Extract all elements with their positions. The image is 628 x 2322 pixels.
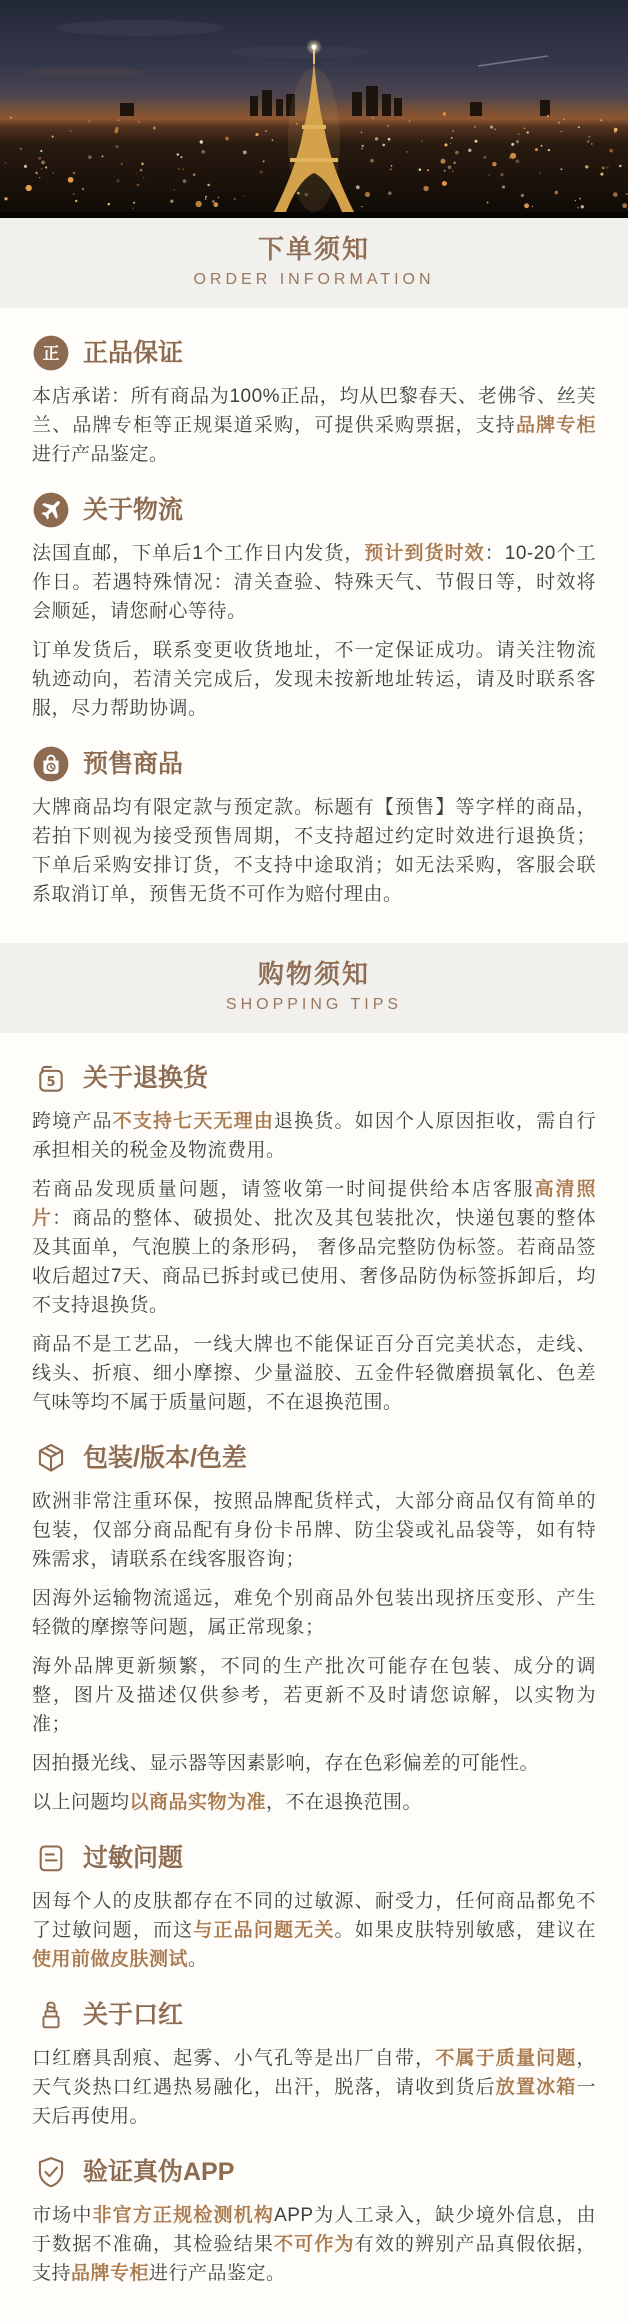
body-text: 退换货。如因个人原因拒收，需自行承担相关的税金及物流费用。 <box>32 1111 596 1161</box>
section-header <box>32 1839 596 1877</box>
section-paragraph <box>32 1330 596 1417</box>
section-paragraph <box>32 1175 596 1320</box>
section-paragraph <box>32 793 596 909</box>
section-title: 验证真伪APP <box>83 2158 235 2186</box>
highlighted-text: 品牌专柜 <box>515 415 596 436</box>
body-text: 欧洲非常注重环保，按照品牌配货样式，大部分商品仅有简单的包装，仅部分商品配有身份卡吊牌、防尘袋或礼品袋等，如有特殊需求，请联系在线客服咨询； <box>32 1491 596 1570</box>
section-paragraph <box>32 2201 596 2288</box>
order-information-header <box>0 218 628 308</box>
section-title: 关于物流 <box>83 496 184 524</box>
body-text: ：商品的整体、破损处、批次及其包装批次，快递包裹的整体及其面单，气泡膜上的条形码， 奢侈品完整防伪标签。若商品签收后超过7天、商品已拆封或已使用、奢侈品防伪标签拆卸后，均不支持退换货。 <box>32 1208 596 1316</box>
section-paragraph <box>32 1652 596 1739</box>
section-title: 过敏问题 <box>83 1844 184 1872</box>
section-title: 包装/版本/色差 <box>83 1444 247 1472</box>
body-text: 因海外运输物流遥远，难免个别商品外包装出现挤压变形、产生轻微的摩擦等问题，属正常现象； <box>32 1588 596 1638</box>
shopping-header-subtitle: SHOPPING TIPS <box>225 996 403 1013</box>
highlighted-text: 高清照片 <box>32 1179 596 1229</box>
shopping-tips-header <box>0 943 628 1033</box>
highlighted-text: 不属于质量问题 <box>435 2048 577 2069</box>
body-text: 若商品发现质量问题，请签收第一时间提供给本店客服 <box>32 1179 535 1200</box>
section-header <box>32 2153 596 2191</box>
section-paragraph <box>32 1584 596 1642</box>
section-title: 正品保证 <box>83 339 184 367</box>
highlighted-text: 放置冰箱 <box>495 2077 577 2098</box>
allergy-note-icon <box>32 1839 70 1877</box>
section-paragraph <box>32 1788 596 1817</box>
info-section <box>32 491 596 723</box>
section-header <box>32 1996 596 2034</box>
authentic-seal-icon <box>32 334 70 372</box>
body-text: APP为人工录入，缺少境外信息，由于数据不准确，其检验结果 <box>32 2205 596 2255</box>
body-text: 本店承诺：所有商品为100%正品，均从巴黎春天、老佛爷、丝芙兰、品牌专柜等正规渠道采购，可提供采购票据，支持 <box>32 386 596 436</box>
info-section <box>32 1059 596 1417</box>
shopping-sections <box>0 1033 628 2322</box>
highlighted-text: 预计到货时效 <box>364 543 485 564</box>
return-package-icon <box>32 1059 70 1097</box>
order-sections <box>0 308 628 943</box>
shield-check-icon <box>32 2153 70 2191</box>
highlighted-text: 品牌专柜 <box>71 2263 150 2284</box>
body-text: 有效的辨别产品真假依据，支持 <box>32 2234 596 2284</box>
shopping-header-title: 购物须知 <box>257 959 370 989</box>
highlighted-text: 非官方正规检测机构 <box>92 2205 275 2226</box>
package-box-icon <box>32 1439 70 1477</box>
body-text: 以上问题均 <box>32 1792 130 1813</box>
body-text: 进行产品鉴定。 <box>32 444 169 465</box>
highlighted-text: 与正品问题无关 <box>193 1920 335 1941</box>
body-text: 跨境产品 <box>32 1111 113 1132</box>
info-section <box>32 2153 596 2288</box>
svg-text:5: 5 <box>46 1074 56 1090</box>
section-paragraph <box>32 1487 596 1574</box>
info-section <box>32 1439 596 1817</box>
section-title: 预售商品 <box>83 750 184 778</box>
hero-image-paris-night <box>0 0 628 218</box>
section-paragraph <box>32 382 596 469</box>
section-paragraph <box>32 636 596 723</box>
body-text: 因每个人的皮肤都存在不同的过敏源、耐受力，任何商品都免不了过敏问题，而这 <box>32 1891 596 1941</box>
body-text: 因拍摄光线、显示器等因素影响，存在色彩偏差的可能性。 <box>32 1753 540 1774</box>
body-text: 商品不是工艺品，一线大牌也不能保证百分百完美状态，走线、线头、折痕、细小摩擦、少量溢胶、五金件轻微磨损氧化、色差气味等均不属于质量问题，不在退换范围。 <box>32 1334 596 1413</box>
body-text: 口红磨具刮痕、起雾、小气孔等是出厂自带， <box>32 2048 436 2069</box>
section-paragraph <box>32 539 596 626</box>
body-text: ，不在退换范围。 <box>266 1792 423 1813</box>
section-header <box>32 1059 596 1097</box>
section-header <box>32 745 596 783</box>
highlighted-text: 不可作为 <box>273 2234 355 2255</box>
body-text: ，天气炎热口红遇热易融化，出汗，脱落，请收到货后 <box>32 2048 596 2098</box>
body-text: 海外品牌更新频繁，不同的生产批次可能存在包装、成分的调整，图片及描述仅供参考，若更新不及时请您谅解，以实物为准； <box>32 1656 596 1735</box>
highlighted-text: 使用前做皮肤测试 <box>32 1949 189 1970</box>
body-text: 法国直邮，下单后1个工作日内发货， <box>32 543 365 564</box>
body-text: 市场中 <box>32 2205 93 2226</box>
highlighted-text: 不支持七天无理由 <box>112 1111 274 1132</box>
section-title: 关于口红 <box>83 2001 184 2029</box>
section-header <box>32 491 596 529</box>
body-text: 。 <box>188 1949 208 1970</box>
svg-text:正: 正 <box>42 343 60 363</box>
info-section <box>32 1839 596 1974</box>
info-section <box>32 745 596 909</box>
section-paragraph <box>32 1749 596 1778</box>
order-header-subtitle: ORDER INFORMATION <box>193 271 435 288</box>
body-text: ：10-20个工作日。若遇特殊情况：清关查验、特殊天气、节假日等，时效将会顺延，请您耐心等待。 <box>32 543 596 622</box>
body-text: 大牌商品均有限定款与预定款。标题有【预售】等字样的商品，若拍下则视为接受预售周期，不支持超过约定时效进行退换货；下单后采购安排订货，不支持中途取消；如无法采购，客服会联系取消订单，预售无货不可作为赔付理由。 <box>32 797 596 905</box>
body-text: 一天后再使用。 <box>32 2077 596 2127</box>
order-header-title: 下单须知 <box>257 234 370 264</box>
section-title: 关于退换货 <box>83 1064 209 1092</box>
section-header <box>32 1439 596 1477</box>
info-section <box>32 334 596 469</box>
airplane-icon <box>32 491 70 529</box>
body-text: 订单发货后，联系变更收货地址，不一定保证成功。请关注物流轨迹动向，若清关完成后，发现未按新地址转运，请及时联系客服，尽力帮助协调。 <box>32 640 596 719</box>
highlighted-text: 以商品实物为准 <box>129 1792 267 1813</box>
body-text: 。如果皮肤特别敏感，建议在 <box>334 1920 596 1941</box>
section-header <box>32 334 596 372</box>
info-section <box>32 1996 596 2131</box>
presale-bag-icon <box>32 745 70 783</box>
body-text: 进行产品鉴定。 <box>149 2263 286 2284</box>
section-paragraph <box>32 1107 596 1165</box>
lipstick-icon <box>32 1996 70 2034</box>
section-paragraph <box>32 1887 596 1974</box>
section-paragraph <box>32 2044 596 2131</box>
